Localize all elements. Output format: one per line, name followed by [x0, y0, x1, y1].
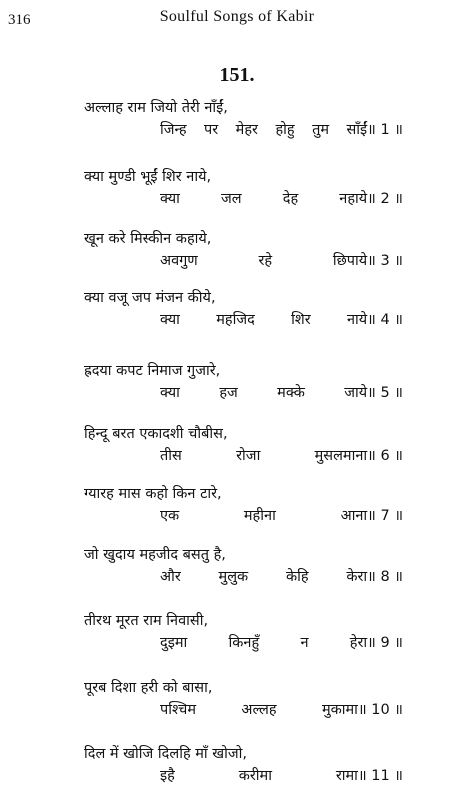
verse	[0, 167, 474, 219]
verse-word: शिर	[291, 312, 311, 328]
verse-word: पर	[204, 122, 219, 138]
verse-word: देह	[282, 191, 299, 207]
verse-line-1: क्या मुण्डी भूईं शिर नाये,	[84, 169, 212, 185]
verse-word: तुम	[312, 122, 330, 138]
verse-word: हेरा॥ 9 ॥	[349, 635, 403, 651]
verse-line-1: क्या वजू जप मंजन कीये,	[84, 290, 216, 306]
verse-word: मुलुक	[218, 569, 249, 585]
verse-word: एक	[160, 508, 180, 524]
verse	[0, 678, 474, 730]
verse-line-1: दिल में खोजि दिलहि माँ खोजो,	[84, 746, 248, 762]
verse-line-2	[160, 567, 403, 587]
verse-line-1: पूरब दिशा हरी को बासा,	[84, 680, 213, 696]
verse-word: न	[300, 635, 309, 651]
verse-word: जिन्ह	[160, 122, 187, 138]
verse-line-2	[160, 383, 403, 403]
verse-line-2	[160, 446, 403, 466]
verse-word: छिपाये॥ 3 ॥	[332, 253, 403, 269]
verse-word: पश्चिम	[160, 702, 197, 718]
verse-word: नाये॥ 4 ॥	[346, 312, 403, 328]
verse-line-1: ह्रदया कपट निमाज गुजारे,	[84, 363, 221, 379]
verse-line-2	[160, 120, 403, 140]
verse-word: अल्लह	[241, 702, 277, 718]
poem-number: 151.	[219, 64, 255, 86]
verse-word: तीस	[160, 448, 182, 464]
verse	[0, 424, 474, 476]
verse-word: मुकामा॥ 10 ॥	[321, 702, 403, 718]
verse-line-1: खून करे मिस्कीन कहाये,	[84, 231, 212, 247]
running-head: Soulful Songs of Kabir	[159, 8, 315, 25]
verse-word: और	[160, 569, 181, 585]
verse-word: केहि	[285, 569, 309, 585]
verse-word: महजिद	[216, 312, 255, 328]
verse-line-1: अल्लाह राम जियो तेरी नाँईं,	[84, 100, 228, 116]
verse-word: इहै	[160, 768, 175, 784]
verse-line-2	[160, 310, 403, 330]
verse-line-1: ग्यारह मास कहो किन टारे,	[84, 486, 222, 502]
page-number: 316	[8, 12, 31, 28]
verse	[0, 611, 474, 663]
verse-line-2	[160, 700, 403, 720]
verse-word: जाये॥ 5 ॥	[344, 385, 403, 401]
verse	[0, 361, 474, 413]
verse-word: हज	[219, 385, 238, 401]
verse-word: रोजा	[236, 448, 261, 464]
verse-word: होहु	[275, 122, 295, 138]
verse-word: साँईं॥ 1 ॥	[346, 122, 403, 138]
verse-word: किनहुँ	[228, 635, 260, 651]
verse-word: दुइमा	[160, 635, 188, 651]
verse-line-2	[160, 506, 403, 526]
verse	[0, 545, 474, 597]
verse-word: नहाये॥ 2 ॥	[339, 191, 403, 207]
verse	[0, 229, 474, 281]
verse-line-2	[160, 189, 403, 209]
verse	[0, 484, 474, 536]
verse-word: क्या	[160, 191, 180, 207]
verse-line-2	[160, 633, 403, 653]
verse	[0, 98, 474, 150]
verse-word: केरा॥ 8 ॥	[346, 569, 403, 585]
verse-line-2	[160, 766, 403, 786]
verse-line-1: हिन्दू बरत एकादशी चौबीस,	[84, 426, 228, 442]
verse-word: मेहर	[235, 122, 258, 138]
verse-word: मुसलमाना॥ 6 ॥	[314, 448, 403, 464]
verse	[0, 744, 474, 796]
verse-word: रहे	[258, 253, 273, 269]
verse-word: करीमा	[238, 768, 272, 784]
verse-word: अवगुण	[160, 253, 198, 269]
verse-word: महीना	[243, 508, 276, 524]
verse-word: क्या	[160, 385, 180, 401]
verse	[0, 288, 474, 340]
verse-line-1: तीरथ मूरत राम निवासी,	[84, 613, 209, 629]
verse-word: क्या	[160, 312, 180, 328]
verse-line-2	[160, 251, 403, 271]
verse-word: रामा॥ 11 ॥	[335, 768, 403, 784]
verse-line-1: जो खुदाय महजीद बसतु है,	[84, 547, 226, 563]
verse-word: जल	[221, 191, 242, 207]
verse-word: मक्के	[277, 385, 305, 401]
verse-word: आना॥ 7 ॥	[340, 508, 403, 524]
